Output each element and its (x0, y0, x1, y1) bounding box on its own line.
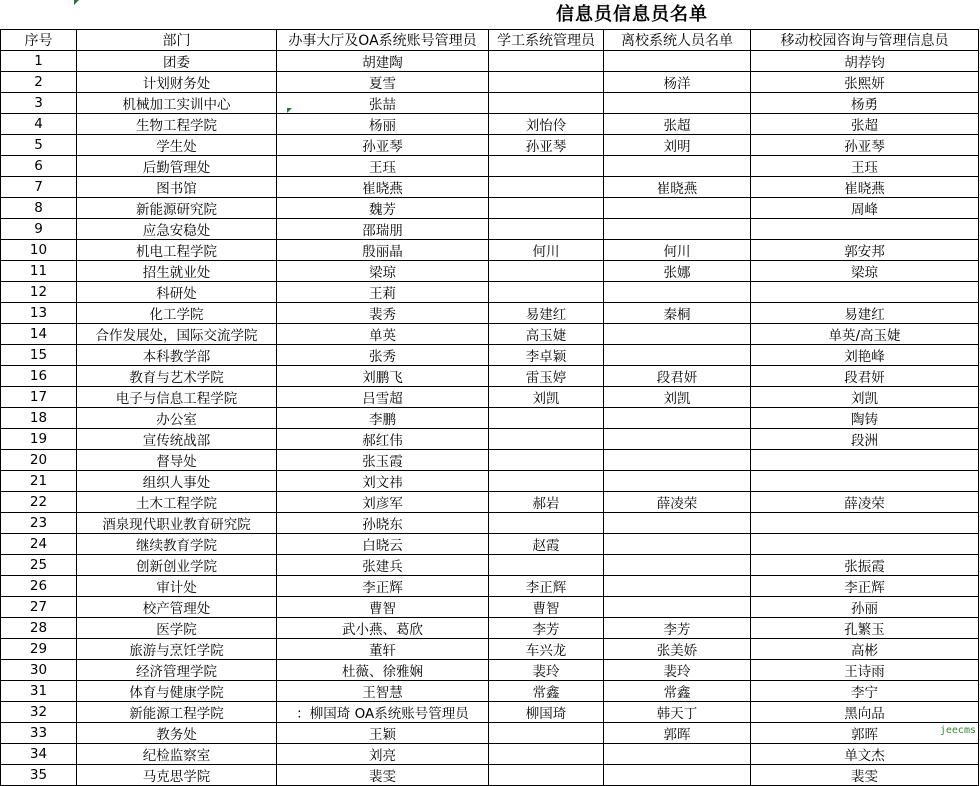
cell-oa-admin[interactable]: 张玉霞 (277, 450, 489, 471)
cell-department[interactable]: 校产管理处 (77, 597, 277, 618)
table-row (1, 345, 979, 366)
cell-department[interactable]: 计划财务处 (77, 72, 277, 93)
cell-oa-admin[interactable]: 刘亮 (277, 744, 489, 765)
cell-student-admin[interactable] (489, 555, 604, 576)
cell-mobile-campus[interactable]: 裴雯 (751, 765, 979, 786)
cell-oa-admin[interactable]: 曹智 (277, 597, 489, 618)
cell-departure[interactable]: 韩天丁 (604, 702, 751, 723)
cell-oa-admin[interactable]: 李正辉 (277, 576, 489, 597)
cell-student-admin[interactable]: 李卓颖 (489, 345, 604, 366)
header-oa-admin[interactable]: 办事大厅及OA系统账号管理员 (277, 30, 489, 51)
cell-seq[interactable]: 23 (1, 513, 77, 534)
cell-department[interactable]: 教务处 (77, 723, 277, 744)
cell-oa-admin[interactable]: 张建兵 (277, 555, 489, 576)
cell-seq[interactable]: 2 (1, 72, 77, 93)
table-row (1, 198, 979, 219)
cell-department[interactable]: 应急安稳处 (77, 219, 277, 240)
cell-departure[interactable]: 张娜 (604, 261, 751, 282)
cell-student-admin[interactable] (489, 471, 604, 492)
cell-oa-admin[interactable]: 裴秀 (277, 303, 489, 324)
cell-oa-admin[interactable]: 胡建陶 (277, 51, 489, 72)
cell-oa-admin[interactable]: 单英 (277, 324, 489, 345)
table-row (1, 450, 979, 471)
cell-mobile-campus[interactable]: 刘凯 (751, 387, 979, 408)
cell-departure[interactable] (604, 345, 751, 366)
cell-student-admin[interactable]: 郝岩 (489, 492, 604, 513)
cell-mobile-campus[interactable] (751, 513, 979, 534)
cell-department[interactable]: 科研处 (77, 282, 277, 303)
cell-department[interactable]: 生物工程学院 (77, 114, 277, 135)
cell-seq[interactable]: 18 (1, 408, 77, 429)
table-row (1, 387, 979, 408)
cell-department[interactable]: 宣传统战部 (77, 429, 277, 450)
cell-department[interactable]: 创新创业学院 (77, 555, 277, 576)
cell-mobile-campus[interactable]: 单文杰 (751, 744, 979, 765)
table-row (1, 702, 979, 723)
cell-oa-admin[interactable]: 杨丽 (277, 114, 489, 135)
cell-student-admin[interactable]: 高玉婕 (489, 324, 604, 345)
cell-mobile-campus[interactable]: 段君妍 (751, 366, 979, 387)
cell-department[interactable]: 组织人事处 (77, 471, 277, 492)
cell-student-admin[interactable] (489, 282, 604, 303)
cell-mobile-campus[interactable] (751, 534, 979, 555)
header-student-admin[interactable]: 学工系统管理员 (489, 30, 604, 51)
cell-mobile-campus[interactable]: 段洲 (751, 429, 979, 450)
cell-student-admin[interactable] (489, 723, 604, 744)
table-row (1, 765, 979, 786)
cell-student-admin[interactable] (489, 744, 604, 765)
table-row (1, 513, 979, 534)
cell-student-admin[interactable]: 何川 (489, 240, 604, 261)
table-row (1, 303, 979, 324)
cell-department[interactable]: 招生就业处 (77, 261, 277, 282)
cell-student-admin[interactable] (489, 261, 604, 282)
cell-department[interactable]: 团委 (77, 51, 277, 72)
cell-departure[interactable] (604, 534, 751, 555)
cell-departure[interactable]: 张美娇 (604, 639, 751, 660)
cell-mobile-campus[interactable]: 李正辉 (751, 576, 979, 597)
cell-mobile-campus[interactable]: 高彬 (751, 639, 979, 660)
cell-department[interactable]: 旅游与烹饪学院 (77, 639, 277, 660)
table-row (1, 219, 979, 240)
cell-departure[interactable]: 刘明 (604, 135, 751, 156)
table-row (1, 639, 979, 660)
cell-department[interactable]: 新能源研究院 (77, 198, 277, 219)
cell-seq[interactable]: 28 (1, 618, 77, 639)
cell-student-admin[interactable] (489, 513, 604, 534)
table-row (1, 534, 979, 555)
cell-departure[interactable]: 李芳 (604, 618, 751, 639)
cell-seq[interactable]: 10 (1, 240, 77, 261)
table-row (1, 471, 979, 492)
table-row (1, 51, 979, 72)
cell-departure[interactable] (604, 408, 751, 429)
cell-departure[interactable] (604, 450, 751, 471)
cell-seq[interactable]: 35 (1, 765, 77, 786)
cell-seq[interactable]: 13 (1, 303, 77, 324)
cell-oa-admin[interactable]: 殷丽晶 (277, 240, 489, 261)
cell-departure[interactable] (604, 324, 751, 345)
cell-oa-admin[interactable]: 邵瑞朋 (277, 219, 489, 240)
cell-departure[interactable] (604, 765, 751, 786)
cell-seq[interactable]: 1 (1, 51, 77, 72)
cell-oa-admin[interactable]: 梁琼 (277, 261, 489, 282)
table-row (1, 555, 979, 576)
cell-departure[interactable]: 秦桐 (604, 303, 751, 324)
cell-oa-admin[interactable]: 王颖 (277, 723, 489, 744)
cell-student-admin[interactable]: 曹智 (489, 597, 604, 618)
cell-seq[interactable]: 21 (1, 471, 77, 492)
cell-mobile-campus[interactable] (751, 219, 979, 240)
cell-mobile-campus[interactable]: 黑向品 (751, 702, 979, 723)
cell-departure[interactable]: 裴玲 (604, 660, 751, 681)
table-row (1, 618, 979, 639)
cell-seq[interactable]: 6 (1, 156, 77, 177)
cell-oa-admin[interactable]: 孙亚琴 (277, 135, 489, 156)
table-row (1, 429, 979, 450)
cell-seq[interactable]: 27 (1, 597, 77, 618)
cell-mobile-campus[interactable] (751, 471, 979, 492)
cell-mobile-campus[interactable]: 李宁 (751, 681, 979, 702)
cell-student-admin[interactable]: 刘凯 (489, 387, 604, 408)
cell-department[interactable]: 督导处 (77, 450, 277, 471)
cell-seq[interactable]: 3 (1, 93, 77, 114)
cell-student-admin[interactable] (489, 72, 604, 93)
cell-student-admin[interactable]: 李芳 (489, 618, 604, 639)
table-row (1, 114, 979, 135)
cell-department[interactable]: 土木工程学院 (77, 492, 277, 513)
table-row (1, 744, 979, 765)
cell-student-admin[interactable] (489, 177, 604, 198)
staff-table (0, 29, 979, 786)
cell-departure[interactable] (604, 471, 751, 492)
cell-seq[interactable]: 26 (1, 576, 77, 597)
cell-mobile-campus[interactable]: 孙丽 (751, 597, 979, 618)
cell-seq[interactable]: 17 (1, 387, 77, 408)
cell-seq[interactable]: 16 (1, 366, 77, 387)
cell-departure[interactable] (604, 219, 751, 240)
cell-oa-admin[interactable]: 李鹏 (277, 408, 489, 429)
cell-student-admin[interactable] (489, 765, 604, 786)
table-row (1, 324, 979, 345)
cell-student-admin[interactable] (489, 219, 604, 240)
cell-oa-admin[interactable]: 崔晓燕 (277, 177, 489, 198)
cell-mobile-campus[interactable]: 张超 (751, 114, 979, 135)
cell-seq[interactable]: 15 (1, 345, 77, 366)
cell-mobile-campus[interactable]: 张熙妍 (751, 72, 979, 93)
cell-oa-admin[interactable]: 裴雯 (277, 765, 489, 786)
cell-seq[interactable]: 20 (1, 450, 77, 471)
header-department[interactable]: 部门 (77, 30, 277, 51)
cell-department[interactable]: 电子与信息工程学院 (77, 387, 277, 408)
cell-student-admin[interactable]: 李正辉 (489, 576, 604, 597)
cell-student-admin[interactable] (489, 450, 604, 471)
cell-mobile-campus[interactable]: 薛凌荣 (751, 492, 979, 513)
cell-oa-admin[interactable]: 刘鹏飞 (277, 366, 489, 387)
cell-mobile-campus[interactable]: 王珏 (751, 156, 979, 177)
header-row (1, 30, 979, 51)
cell-mobile-campus[interactable] (751, 282, 979, 303)
cell-mobile-campus[interactable]: 郭安邦 (751, 240, 979, 261)
cell-departure[interactable]: 郭晖 (604, 723, 751, 744)
sheet-title: 信息员信息员名单 (556, 4, 708, 25)
cell-department[interactable]: 酒泉现代职业教育研究院 (77, 513, 277, 534)
cell-departure[interactable] (604, 597, 751, 618)
cell-student-admin[interactable]: 车兴龙 (489, 639, 604, 660)
cell-seq[interactable]: 29 (1, 639, 77, 660)
cell-oa-admin[interactable]: 张秀 (277, 345, 489, 366)
cell-student-admin[interactable]: 易建红 (489, 303, 604, 324)
cell-oa-admin[interactable]: 刘文祎 (277, 471, 489, 492)
cell-department[interactable]: 纪检监察室 (77, 744, 277, 765)
cell-mobile-campus[interactable]: 梁琼 (751, 261, 979, 282)
cell-departure[interactable] (604, 51, 751, 72)
table-row (1, 576, 979, 597)
cell-departure[interactable]: 崔晓燕 (604, 177, 751, 198)
table-row (1, 93, 979, 114)
cell-seq[interactable]: 12 (1, 282, 77, 303)
cell-department[interactable]: 审计处 (77, 576, 277, 597)
cell-oa-admin[interactable]: 刘彦军 (277, 492, 489, 513)
cell-seq[interactable]: 5 (1, 135, 77, 156)
cell-department[interactable]: 新能源工程学院 (77, 702, 277, 723)
cell-seq[interactable]: 19 (1, 429, 77, 450)
cell-departure[interactable] (604, 282, 751, 303)
cell-mobile-campus[interactable]: 王诗雨 (751, 660, 979, 681)
cell-seq[interactable]: 8 (1, 198, 77, 219)
cell-mobile-campus[interactable]: 单英/高玉婕 (751, 324, 979, 345)
cell-departure[interactable] (604, 513, 751, 534)
table-row (1, 135, 979, 156)
cell-department[interactable]: 办公室 (77, 408, 277, 429)
table-row (1, 240, 979, 261)
cell-mobile-campus[interactable]: 易建红 (751, 303, 979, 324)
cell-seq[interactable]: 11 (1, 261, 77, 282)
cell-departure[interactable]: 何川 (604, 240, 751, 261)
cell-mobile-campus[interactable]: 周峰 (751, 198, 979, 219)
cell-student-admin[interactable]: 赵霞 (489, 534, 604, 555)
cell-departure[interactable] (604, 576, 751, 597)
cell-student-admin[interactable] (489, 408, 604, 429)
cell-mobile-campus[interactable]: 胡荐钧 (751, 51, 979, 72)
cell-seq[interactable]: 34 (1, 744, 77, 765)
cell-department[interactable]: 后勤管理处 (77, 156, 277, 177)
cell-seq[interactable]: 33 (1, 723, 77, 744)
cell-department[interactable]: 医学院 (77, 618, 277, 639)
cell-seq[interactable]: 7 (1, 177, 77, 198)
header-mobile-campus[interactable]: 移动校园咨询与管理信息员 (751, 30, 979, 51)
cell-department[interactable]: 机电工程学院 (77, 240, 277, 261)
table-row (1, 660, 979, 681)
table-row (1, 282, 979, 303)
cell-student-admin[interactable] (489, 156, 604, 177)
table-row (1, 492, 979, 513)
cell-departure[interactable] (604, 744, 751, 765)
cell-seq[interactable]: 4 (1, 114, 77, 135)
cell-oa-admin[interactable]: 吕雪超 (277, 387, 489, 408)
cell-student-admin[interactable]: 柳国琦 (489, 702, 604, 723)
cell-department[interactable]: 教育与艺术学院 (77, 366, 277, 387)
cell-seq[interactable]: 31 (1, 681, 77, 702)
cell-oa-admin[interactable]: 王莉 (277, 282, 489, 303)
table-row (1, 72, 979, 93)
cell-departure[interactable]: 张超 (604, 114, 751, 135)
cell-department[interactable]: 本科教学部 (77, 345, 277, 366)
cell-departure[interactable] (604, 555, 751, 576)
cell-departure[interactable]: 薛凌荣 (604, 492, 751, 513)
cell-mobile-campus[interactable]: 杨勇 (751, 93, 979, 114)
header-departure[interactable]: 离校系统人员名单 (604, 30, 751, 51)
cell-departure[interactable] (604, 93, 751, 114)
cell-department[interactable]: 合作发展处，国际交流学院 (77, 324, 277, 345)
cell-departure[interactable]: 常鑫 (604, 681, 751, 702)
cell-student-admin[interactable] (489, 51, 604, 72)
table-row (1, 681, 979, 702)
cell-seq[interactable]: 9 (1, 219, 77, 240)
cell-seq[interactable]: 24 (1, 534, 77, 555)
table-row (1, 366, 979, 387)
cell-seq[interactable]: 32 (1, 702, 77, 723)
cell-departure[interactable] (604, 198, 751, 219)
cell-departure[interactable]: 段君妍 (604, 366, 751, 387)
cell-oa-admin[interactable]: 夏雪 (277, 72, 489, 93)
cell-oa-admin[interactable]: 王珏 (277, 156, 489, 177)
cell-oa-admin[interactable]: 杜薇、徐雅娴 (277, 660, 489, 681)
cell-oa-admin[interactable]: 张喆 (277, 93, 489, 114)
cell-oa-admin[interactable]: 魏芳 (277, 198, 489, 219)
cell-mobile-campus[interactable]: 陶铸 (751, 408, 979, 429)
table-row (1, 177, 979, 198)
cell-student-admin[interactable] (489, 198, 604, 219)
cell-student-admin[interactable] (489, 429, 604, 450)
cell-mobile-campus[interactable]: 崔晓燕 (751, 177, 979, 198)
cell-department[interactable]: 体育与健康学院 (77, 681, 277, 702)
cell-department[interactable]: 马克思学院 (77, 765, 277, 786)
cell-seq[interactable]: 30 (1, 660, 77, 681)
cell-departure[interactable]: 杨洋 (604, 72, 751, 93)
cell-student-admin[interactable]: 裴玲 (489, 660, 604, 681)
cell-marker (74, 0, 79, 5)
cell-mobile-campus[interactable]: 张振霞 (751, 555, 979, 576)
cell-oa-admin[interactable]: 白晓云 (277, 534, 489, 555)
cell-mobile-campus[interactable]: 孔繁玉 (751, 618, 979, 639)
cell-student-admin[interactable] (489, 93, 604, 114)
cell-department[interactable]: 学生处 (77, 135, 277, 156)
cell-mobile-campus[interactable] (751, 450, 979, 471)
cell-seq[interactable]: 14 (1, 324, 77, 345)
cell-oa-admin[interactable]: 郝红伟 (277, 429, 489, 450)
header-seq[interactable]: 序号 (1, 30, 77, 51)
cell-departure[interactable] (604, 156, 751, 177)
cell-oa-admin[interactable]: ：柳国琦 OA系统账号管理员 (277, 702, 489, 723)
cell-mobile-campus[interactable]: 郭晖 (751, 723, 979, 744)
cell-department[interactable]: 图书馆 (77, 177, 277, 198)
cell-mobile-campus[interactable]: 刘艳峰 (751, 345, 979, 366)
cell-student-admin[interactable]: 雷玉婷 (489, 366, 604, 387)
watermark: jeecms (939, 725, 976, 736)
cell-oa-admin[interactable]: 王智慧 (277, 681, 489, 702)
table-row (1, 597, 979, 618)
cell-department[interactable]: 继续教育学院 (77, 534, 277, 555)
cell-student-admin[interactable]: 常鑫 (489, 681, 604, 702)
cell-departure[interactable]: 刘凯 (604, 387, 751, 408)
cell-student-admin[interactable]: 刘怡伶 (489, 114, 604, 135)
cell-department[interactable]: 化工学院 (77, 303, 277, 324)
cell-oa-admin[interactable]: 董轩 (277, 639, 489, 660)
cell-oa-admin[interactable]: 武小燕、葛欣 (277, 618, 489, 639)
table-row (1, 408, 979, 429)
cell-departure[interactable] (604, 429, 751, 450)
table-row (1, 261, 979, 282)
cell-department[interactable]: 机械加工实训中心 (77, 93, 277, 114)
cell-seq[interactable]: 22 (1, 492, 77, 513)
cell-department[interactable]: 经济管理学院 (77, 660, 277, 681)
cell-mobile-campus[interactable]: 孙亚琴 (751, 135, 979, 156)
table-row (1, 156, 979, 177)
cell-oa-admin[interactable]: 孙晓东 (277, 513, 489, 534)
cell-seq[interactable]: 25 (1, 555, 77, 576)
cell-student-admin[interactable]: 孙亚琴 (489, 135, 604, 156)
table-row (1, 723, 979, 744)
